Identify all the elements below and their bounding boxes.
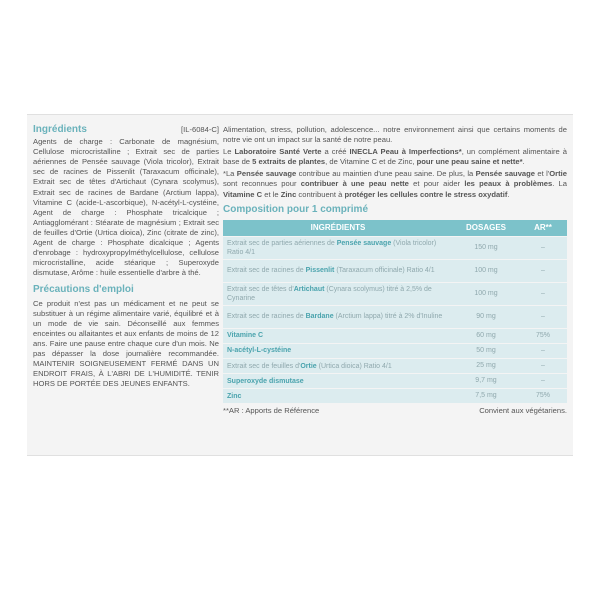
table-row [223, 283, 567, 305]
ingredient-name [223, 374, 453, 388]
ingredient-dosage: 90 mg [453, 306, 519, 328]
intro-3-j: les peaux à problèmes [464, 179, 553, 189]
ingredients-header [33, 125, 219, 135]
table-row [223, 344, 567, 358]
intro-2-g: , de Vitamine C et de Zinc, [325, 157, 417, 167]
ingredient-name [223, 389, 453, 403]
ingredient-highlight: Pissenlit [305, 267, 335, 275]
table-row [223, 306, 567, 328]
left-column [33, 125, 219, 391]
intro-3-k: . La [552, 179, 568, 189]
intro-3-h: contribuer à une peau nette [300, 179, 409, 189]
intro-2-b: Laboratoire Santé Verte [234, 147, 322, 157]
ingredient-ar: – [519, 344, 567, 358]
intro-2-f: 5 extraits de plantes [252, 157, 326, 167]
product-code: [IL-6084-C] [181, 125, 219, 134]
ingredient-prefix: Extrait sec de racines de [227, 313, 306, 321]
ingredient-highlight: Zinc [227, 392, 242, 400]
table-row [223, 389, 567, 403]
table-footer [223, 406, 567, 416]
precautions-text: Ce produit n'est pas un médicament et ne peut se substituer à un régime alimentaire varié, équilibré et à un mode de vie sain. Déconseillé aux femmes enceintes ou allaitantes et aux enfants de moins de 12 ans. Faire une pause entre chaque cure d'un mois. Ne pas dépasser la dose journalière recommandée. MAINTENIR SOIGNEUSEMENT FERMÉ DANS UN ENDROIT FRAIS, À L'ABRI DE L'HUMIDITÉ. TENIR HORS DE PORTÉE DES JEUNES ENFANTS. [33, 298, 219, 389]
ingredient-suffix: (Arctium lappa) titré à 2% d'Inuline [333, 313, 443, 321]
ingredient-highlight: Ortie [300, 362, 317, 370]
table-row [223, 374, 567, 388]
ingredient-ar: – [519, 283, 567, 305]
header-ar: AR** [519, 220, 567, 236]
ingredient-name [223, 237, 453, 259]
ingredient-name [223, 344, 453, 358]
ingredient-ar: – [519, 306, 567, 328]
intro-3-q: . [507, 189, 510, 199]
ingredient-name [223, 306, 453, 328]
ingredient-suffix: (Viola tricolor) Ratio 4/1 [227, 239, 437, 256]
table-row [223, 237, 567, 259]
ingredient-ar: 75% [519, 329, 567, 343]
table-row [223, 260, 567, 282]
ingredient-name [223, 359, 453, 373]
ingredient-ar: – [519, 260, 567, 282]
intro-2-c: a créé [321, 147, 350, 157]
ingredient-ar: – [519, 374, 567, 388]
ingredient-highlight: Vitamine C [227, 332, 264, 340]
intro-3-c: contribue au maintien d'une peau saine. De plus, la [296, 169, 476, 179]
intro-3-i: et pour aider [408, 179, 465, 189]
ar-footnote: **AR : Apports de Référence [223, 406, 320, 416]
ingredient-prefix: Extrait sec de feuilles d' [227, 362, 301, 370]
ingredient-highlight: N-acétyl-L-cystéine [227, 347, 292, 355]
intro-paragraph-1: Alimentation, stress, pollution, adolescence... notre environnement ainsi que certains moments de notre vie ont un impact sur la santé de notre peau. [223, 125, 567, 145]
ingredient-ar: 75% [519, 389, 567, 403]
intro-3-m: et le [262, 189, 281, 199]
intro-paragraph-2 [223, 147, 567, 167]
composition-rows [223, 237, 567, 403]
intro-3-f: Ortie [549, 169, 567, 179]
ingredient-suffix: (Taraxacum officinale) Ratio 4/1 [334, 267, 435, 275]
ingredient-highlight: Bardane [305, 313, 334, 321]
intro-2-e: , un complément alimentaire à base de [223, 147, 568, 167]
intro-3-g: sont reconnues pour [223, 179, 301, 189]
composition-title: Composition pour 1 comprimé [223, 203, 369, 215]
ingredient-suffix: (Cynara scolymus) titré à 2,5% de Cynarine [227, 285, 432, 302]
ingredients-text: Agents de charge : Carbonate de magnésium, Cellulose microcristalline ; Extrait sec de parties aériennes de Pensée sauvage (Viola tricolor), Extrait sec de racines de Pissenlit (Taraxacum officinale), Extrait sec de têtes d'Artichaut (Cynara scolymus), Extrait sec de racines de Bardane (Arctium lappa), Vitamine C (acide-L-ascorbique), N-acétyl-L-cystéine, Agent de charge : Phosphate tricalcique ; Antiagglomérant : Stéarate de magnésium ; Extrait sec de feuilles d'Ortie (Urtica dioica), Zinc (citrate de zinc), Agent de charge : Phosphate dicalcique ; Agents d'enrobage : hydroxypropylméthylcellulose, cellulose microcristalline, acide stéarique ; Superoxyde dismutase, Arôme : huile essentielle d'arbre à thé. [33, 137, 219, 278]
ingredient-name [223, 260, 453, 282]
precautions-title: Précautions d'emploi [33, 284, 134, 296]
ingredient-suffix: (Urtica dioica) Ratio 4/1 [316, 362, 392, 370]
ingredient-name [223, 283, 453, 305]
intro-2-i: . [522, 157, 525, 167]
intro-3-e: et l' [535, 169, 550, 179]
intro-2-d: INECLA Peau à Imperfections* [349, 147, 462, 157]
intro-paragraph-3 [223, 169, 567, 199]
intro-3-n: Zinc [280, 189, 297, 199]
ingredient-prefix: Extrait sec de racines de [227, 267, 306, 275]
table-row [223, 359, 567, 373]
ingredient-dosage: 60 mg [453, 329, 519, 343]
intro-3-o: contribuent à [296, 189, 345, 199]
intro-3-a: *La [223, 169, 237, 179]
ingredient-dosage: 100 mg [453, 260, 519, 282]
intro-2-a: Le [223, 147, 235, 157]
header-dosages: DOSAGES [453, 220, 519, 236]
ingredient-highlight: Artichaut [293, 285, 325, 293]
ingredient-prefix: Extrait sec de parties aériennes de [227, 239, 337, 247]
ingredient-dosage: 9,7 mg [453, 374, 519, 388]
ingredient-ar: – [519, 237, 567, 259]
ingredient-dosage: 25 mg [453, 359, 519, 373]
table-header-row [223, 220, 567, 236]
intro-3-p: protéger les cellules contre le stress oxydatif [344, 189, 508, 199]
ingredient-name [223, 329, 453, 343]
ingredient-dosage: 50 mg [453, 344, 519, 358]
intro-3-l: Vitamine C [223, 189, 263, 199]
ingredient-highlight: Superoxyde dismutase [227, 377, 304, 385]
intro-3-b: Pensée sauvage [236, 169, 297, 179]
ingredient-highlight: Pensée sauvage [336, 239, 392, 247]
table-row [223, 329, 567, 343]
header-ingredients: INGRÉDIENTS [223, 220, 453, 236]
ingredient-dosage: 100 mg [453, 283, 519, 305]
ingredient-prefix: Extrait sec de têtes d' [227, 285, 294, 293]
product-info-panel [27, 114, 573, 456]
intro-2-h: pour une peau saine et nette* [416, 157, 523, 167]
ingredient-ar: – [519, 359, 567, 373]
vegetarian-note: Convient aux végétariens. [479, 406, 567, 416]
ingredients-title: Ingrédients [33, 124, 87, 135]
composition-table [223, 219, 567, 405]
ingredient-dosage: 7,5 mg [453, 389, 519, 403]
ingredient-dosage: 150 mg [453, 237, 519, 259]
intro-3-d: Pensée sauvage [475, 169, 536, 179]
right-column [223, 125, 567, 416]
